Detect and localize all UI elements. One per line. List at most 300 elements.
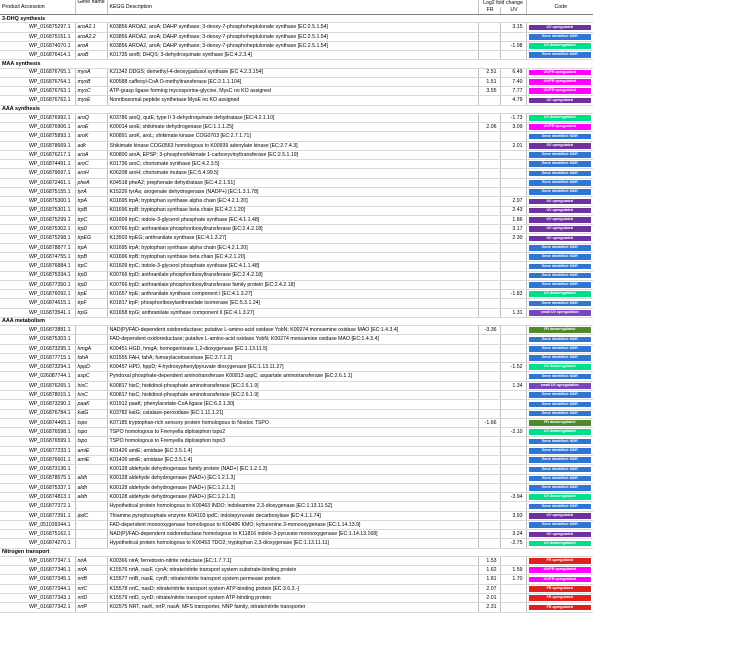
- uv-fold-change-cell: [500, 502, 526, 511]
- accession-cell: WP_016877233.1: [0, 446, 75, 455]
- fr-fold-change-cell: [478, 160, 500, 169]
- kegg-description-cell: K04518 pheA2; prephenate dehydratase [EC:4.2.1.51]: [107, 178, 478, 187]
- fr-fold-change-cell: [478, 372, 500, 381]
- code-badge: Gene identified: NDR: [529, 245, 592, 251]
- fr-fold-change-cell: [478, 539, 500, 548]
- code-badge: Gene identified: NDR: [529, 273, 592, 279]
- accession-cell: WP_016873290.1: [0, 400, 75, 409]
- kegg-description-cell: K01735 aroB; DHQS; 3-dehydroquinate synthase [EC:4.2.3.4]: [107, 51, 478, 60]
- uv-fold-change-cell: [500, 132, 526, 141]
- accession-cell: WP_016876217.1: [0, 150, 75, 159]
- kegg-description-cell: K15226 tyrAa; arogenate dehydrogenase (NADP+) [EC:1.3.1.78]: [107, 187, 478, 196]
- code-badge: FR downregulated: [529, 327, 592, 333]
- uv-fold-change-cell: [500, 271, 526, 280]
- fr-fold-change-cell: [478, 493, 500, 502]
- kegg-description-cell: K15579 nrtD, cynD; nitrate/nitrite transport system ATP-binding protein: [107, 593, 478, 602]
- kegg-description-cell: K01657 trpE; anthranilate synthase component I [EC:4.1.3.27]: [107, 290, 478, 299]
- gene-name-cell: aroC: [75, 160, 107, 169]
- table-row: [0, 215, 593, 224]
- code-badge: Gene identified: NDR: [529, 411, 592, 417]
- gene-name-cell: [75, 465, 107, 474]
- header-kegg: KEGG Description: [107, 0, 478, 15]
- accession-cell: WP_051039344.1: [0, 520, 75, 529]
- accession-cell: WP_016876884.1: [0, 262, 75, 271]
- fr-fold-change-cell: [478, 215, 500, 224]
- accession-cell: WP_016875299.1: [0, 215, 75, 224]
- kegg-description-cell: K03786 aroQ, qutE; type II 3-dehydroquinate dehydratase [EC:4.2.1.10]: [107, 113, 478, 122]
- gene-name-cell: trpEG: [75, 234, 107, 243]
- fr-fold-change-cell: [478, 437, 500, 446]
- kegg-description-cell: K21342 DDGS; demethyl-4-deoxygadusol synthase [EC 4.2.3.154]: [107, 68, 478, 77]
- gene-name-cell: mysE: [75, 96, 107, 105]
- kegg-description-cell: K00766 trpD; anthranilate phosphoribosyltransferase [EC:2.4.2.18]: [107, 225, 478, 234]
- gene-name-cell: aroK: [75, 132, 107, 141]
- code-badge: Gene identified: NDR: [529, 171, 592, 177]
- accession-cell: WP_016876265.1: [0, 381, 75, 390]
- fr-fold-change-cell: [478, 141, 500, 150]
- gene-name-cell: tspo: [75, 437, 107, 446]
- accession-cell: WP_016875151.1: [0, 32, 75, 41]
- uv-fold-change-cell: [500, 280, 526, 289]
- gene-name-cell: [75, 326, 107, 335]
- fr-fold-change-cell: [478, 96, 500, 105]
- accession-cell: WP_016875162.1: [0, 530, 75, 539]
- fr-fold-change-cell: [478, 308, 500, 317]
- uv-fold-change-cell: 7.40: [500, 77, 526, 86]
- uv-fold-change-cell: [500, 252, 526, 261]
- gene-name-cell: aspC: [75, 372, 107, 381]
- gene-name-cell: trpA: [75, 197, 107, 206]
- fr-fold-change-cell: 2.01: [478, 593, 500, 602]
- code-cell: [526, 87, 593, 96]
- fr-fold-change-cell: [478, 32, 500, 41]
- kegg-description-cell: K02575 NRT, narK, nrtP, nasA; MFS transporter, NNP family, nitrate/nitrite transporter: [107, 603, 478, 612]
- fr-fold-change-cell: [478, 132, 500, 141]
- code-badge: small UV upregulation: [529, 310, 592, 316]
- table-row: [0, 206, 593, 215]
- uv-fold-change-cell: [500, 178, 526, 187]
- code-badge: UV upregulated: [529, 143, 592, 149]
- fr-fold-change-cell: [478, 344, 500, 353]
- code-cell: [526, 280, 593, 289]
- code-cell: [526, 77, 593, 86]
- fr-fold-change-cell: 2.31: [478, 603, 500, 612]
- table-row: [0, 584, 593, 593]
- table-row: [0, 493, 593, 502]
- code-badge: UV downregulated: [529, 115, 592, 121]
- code-badge: Gene identified: NDR: [529, 485, 592, 491]
- accession-cell: WP_016874615.1: [0, 299, 75, 308]
- gene-name-cell: nirA: [75, 556, 107, 565]
- code-cell: [526, 372, 593, 381]
- uv-fold-change-cell: 4.79: [500, 96, 526, 105]
- code-badge: Gene identified: NDR: [529, 346, 592, 352]
- gene-name-cell: adk: [75, 141, 107, 150]
- code-cell: [526, 206, 593, 215]
- code-badge: UV upregulated: [529, 217, 592, 223]
- code-badge: Gene identified: NDR: [529, 439, 592, 445]
- kegg-description-cell: K00800 aroA; EPSP; 3-phosphoshikimate 1-carboxyvinyltransferase [EC:2.5.1.19]: [107, 150, 478, 159]
- table-row: [0, 51, 593, 60]
- code-cell: [526, 428, 593, 437]
- fr-fold-change-cell: [478, 197, 500, 206]
- table-row: [0, 271, 593, 280]
- gene-name-cell: trpG: [75, 308, 107, 317]
- table-row: [0, 400, 593, 409]
- table-row: [0, 299, 593, 308]
- kegg-description-cell: TSPO homologous to Fremyella diplosiphon tspo2: [107, 428, 478, 437]
- code-badge: FR upregulated: [529, 558, 592, 564]
- code-cell: [526, 243, 593, 252]
- table-row: [0, 593, 593, 602]
- code-cell: [526, 271, 593, 280]
- table-row: [0, 511, 593, 520]
- header-row: [0, 0, 593, 7]
- code-badge: Gene identified: NDR: [529, 374, 592, 380]
- gene-name-cell: tspo: [75, 418, 107, 427]
- uv-fold-change-cell: [500, 474, 526, 483]
- code-cell: [526, 197, 593, 206]
- kegg-description-cell: K00128 aldehyde dehydrogenase (NAD+) [EC:1.2.1.3]: [107, 474, 478, 483]
- code-badge: FR upregulated: [529, 605, 592, 611]
- fr-fold-change-cell: [478, 446, 500, 455]
- code-cell: [526, 96, 593, 105]
- gene-name-cell: aldh: [75, 493, 107, 502]
- kegg-description-cell: K01609 trpC; indole-3-glycerol phosphate synthase [EC:4.1.1.48]: [107, 215, 478, 224]
- kegg-description-cell: K00451 HGD, hmgA; homogentisate 1,2-dioxygenase [EC:1.13.11.5]: [107, 344, 478, 353]
- table-row: [0, 290, 593, 299]
- uv-fold-change-cell: 1.70: [500, 575, 526, 584]
- fr-fold-change-cell: [478, 150, 500, 159]
- gene-name-cell: ipdC: [75, 511, 107, 520]
- gene-name-cell: tyrA: [75, 187, 107, 196]
- table-row: [0, 141, 593, 150]
- code-badge: UV/FR upregulated: [529, 88, 592, 94]
- code-cell: [526, 123, 593, 132]
- table-row: [0, 123, 593, 132]
- code-badge: Gene identified: NDR: [529, 337, 592, 343]
- code-cell: [526, 502, 593, 511]
- code-cell: [526, 344, 593, 353]
- kegg-description-cell: K03856 AROA2, aroA; DAHP synthase; 3-deoxy-7-phosphoheptulonate synthase [EC:2.5.1.54]: [107, 32, 478, 41]
- code-cell: [526, 187, 593, 196]
- gene-name-cell: [75, 520, 107, 529]
- code-badge: UV/FR upregulated: [529, 79, 592, 85]
- table-row: [0, 32, 593, 41]
- code-cell: [526, 353, 593, 362]
- uv-fold-change-cell: [500, 187, 526, 196]
- table-row: [0, 68, 593, 77]
- fr-fold-change-cell: [478, 335, 500, 344]
- table-row: [0, 363, 593, 372]
- accession-cell: WP_016876092.1: [0, 290, 75, 299]
- table-row: [0, 280, 593, 289]
- gene-name-cell: [75, 530, 107, 539]
- code-badge: Gene identified: NDR: [529, 467, 592, 473]
- gene-name-cell: katG: [75, 409, 107, 418]
- code-badge: Gene identified: NDR: [529, 355, 592, 361]
- uv-fold-change-cell: [500, 299, 526, 308]
- uv-fold-change-cell: -1.73: [500, 113, 526, 122]
- gene-name-cell: mysC: [75, 87, 107, 96]
- header-log2: Log2 fold change: [478, 0, 526, 7]
- code-badge: UV upregulated: [529, 226, 592, 232]
- code-badge: Gene identified: NDR: [529, 457, 592, 463]
- section-header-row: [0, 60, 593, 68]
- accession-cell: WP_016877342.1: [0, 603, 75, 612]
- kegg-description-cell: K13503 trpEG; anthranilate synthase [EC:4.1.3.27]: [107, 234, 478, 243]
- code-badge: Gene identified: NDR: [529, 402, 592, 408]
- gene-name-cell: [75, 539, 107, 548]
- table-row: [0, 197, 593, 206]
- kegg-description-cell: K01658 trpG; anthranilate synthase component II [EC:4.1.3.27]: [107, 308, 478, 317]
- accession-cell: WP_016875298.1: [0, 234, 75, 243]
- kegg-description-cell: K00766 trpD; anthranilate phosphoribosyltransferase [EC:2.4.2.18]: [107, 271, 478, 280]
- table-row: [0, 41, 593, 50]
- uv-fold-change-cell: -1.98: [500, 41, 526, 50]
- accession-cell: WP_016878877.1: [0, 243, 75, 252]
- kegg-description-cell: TSPO homologous to Fremyella diplosiphon tspo3: [107, 437, 478, 446]
- code-badge: Gene identified: NDR: [529, 152, 592, 158]
- uv-fold-change-cell: [500, 603, 526, 612]
- gene-name-cell: trpC: [75, 262, 107, 271]
- accession-cell: WP_016877391.1: [0, 511, 75, 520]
- uv-fold-change-cell: 3.15: [500, 23, 526, 32]
- accession-cell: WP_016877715.1: [0, 353, 75, 362]
- fr-fold-change-cell: [478, 252, 500, 261]
- table-row: [0, 335, 593, 344]
- kegg-description-cell: K06208 aroH; chorismate mutase [EC:5.4.99.5]: [107, 169, 478, 178]
- gene-name-cell: aroB: [75, 51, 107, 60]
- gene-name-cell: nrtP: [75, 603, 107, 612]
- kegg-description-cell: FAD-dependent oxidoreductase; putative L-amino-acid oxidase YobN; K00274 monoamine oxidase MAO [EC:1.4.3.4]: [107, 335, 478, 344]
- accession-cell: WP_016876992.1: [0, 113, 75, 122]
- code-badge: UV downregulated: [529, 364, 592, 370]
- uv-fold-change-cell: -3.94: [500, 493, 526, 502]
- code-cell: [526, 390, 593, 399]
- header-fr: FR: [478, 7, 500, 15]
- accession-cell: WP_016876414.1: [0, 51, 75, 60]
- table-row: [0, 344, 593, 353]
- section-title: AAA metabolism: [0, 317, 593, 325]
- code-cell: [526, 160, 593, 169]
- gene-name-cell: trpD: [75, 225, 107, 234]
- accession-cell: WP_016874813.1: [0, 493, 75, 502]
- code-cell: [526, 381, 593, 390]
- fr-fold-change-cell: [478, 353, 500, 362]
- uv-fold-change-cell: [500, 593, 526, 602]
- fr-fold-change-cell: 1.53: [478, 556, 500, 565]
- code-cell: [526, 603, 593, 612]
- uv-fold-change-cell: 6.49: [500, 68, 526, 77]
- code-badge: UV upregulated: [529, 208, 592, 214]
- code-badge: UV downregulated: [529, 429, 592, 435]
- uv-fold-change-cell: 3.24: [500, 530, 526, 539]
- table-row: [0, 234, 593, 243]
- table-row: [0, 96, 593, 105]
- uv-fold-change-cell: 1.86: [500, 215, 526, 224]
- table-row: [0, 603, 593, 612]
- accession-cell: WP_016874070.1: [0, 41, 75, 50]
- kegg-description-cell: K07185 tryptophan-rich sensory protein homologous to Nostoc TSPO: [107, 418, 478, 427]
- code-cell: [526, 335, 593, 344]
- accession-cell: WP_016876762.1: [0, 96, 75, 105]
- gene-name-cell: aldh: [75, 474, 107, 483]
- uv-fold-change-cell: 2.97: [500, 197, 526, 206]
- code-cell: [526, 593, 593, 602]
- table-row: [0, 381, 593, 390]
- table-row: [0, 77, 593, 86]
- table-row: [0, 502, 593, 511]
- fr-fold-change-cell: [478, 530, 500, 539]
- fr-fold-change-cell: 1.51: [478, 77, 500, 86]
- accession-cell: WP_016875300.1: [0, 197, 75, 206]
- table-row: [0, 446, 593, 455]
- code-badge: UV upregulated: [529, 25, 592, 31]
- uv-fold-change-cell: [500, 465, 526, 474]
- fr-fold-change-cell: -3.36: [478, 326, 500, 335]
- kegg-description-cell: K03856 AROA2, aroA; DAHP synthase; 3-deoxy-7-phosphoheptulonate synthase [EC:2.5.1.54]: [107, 23, 478, 32]
- kegg-description-cell: K00128 aldehyde dehydrogenase family protein (NAD+) [EC:1.2.1.3]: [107, 465, 478, 474]
- accession-cell: WP_016878669.1: [0, 141, 75, 150]
- code-cell: [526, 437, 593, 446]
- fr-fold-change-cell: [478, 290, 500, 299]
- accession-cell: WP_016875303.1: [0, 335, 75, 344]
- accession-cell: WP_016875334.1: [0, 271, 75, 280]
- code-cell: [526, 465, 593, 474]
- fr-fold-change-cell: [478, 381, 500, 390]
- fr-fold-change-cell: [478, 113, 500, 122]
- table-row: [0, 520, 593, 529]
- gene-name-cell: trpD: [75, 280, 107, 289]
- uv-fold-change-cell: -1.52: [500, 363, 526, 372]
- code-badge: UV/FR upregulated: [529, 567, 592, 573]
- uv-fold-change-cell: 3.09: [500, 123, 526, 132]
- accession-cell: WP_016877345.1: [0, 575, 75, 584]
- kegg-description-cell: K01736 aroC; chorismate synthase [EC:4.2.3.5]: [107, 160, 478, 169]
- table-row: [0, 556, 593, 565]
- uv-fold-change-cell: [500, 344, 526, 353]
- code-cell: [526, 234, 593, 243]
- accession-cell: WP_016876764.1: [0, 77, 75, 86]
- code-badge: FR downregulated: [529, 420, 592, 426]
- uv-fold-change-cell: [500, 32, 526, 41]
- uv-fold-change-cell: [500, 483, 526, 492]
- code-cell: [526, 400, 593, 409]
- uv-fold-change-cell: [500, 556, 526, 565]
- accession-cell: WP_016873295.1: [0, 344, 75, 353]
- accession-cell: WP_016873881.1: [0, 326, 75, 335]
- header-accession: Product Accession: [0, 0, 75, 15]
- accession-cell: WP_016874491.1: [0, 160, 75, 169]
- accession-cell: WP_016872461.1: [0, 178, 75, 187]
- accession-cell: WP_016878575.1: [0, 474, 75, 483]
- kegg-description-cell: K01696 trpB; tryptophan synthase beta chain [EC:4.2.1.20]: [107, 206, 478, 215]
- fr-fold-change-cell: 1.81: [478, 575, 500, 584]
- kegg-description-cell: K01817 trpF; phosphoribosylanthranilate isomerase [EC:5.3.1.24]: [107, 299, 478, 308]
- table-row: [0, 437, 593, 446]
- code-cell: [526, 474, 593, 483]
- fr-fold-change-cell: 1.62: [478, 566, 500, 575]
- code-badge: Gene identified: NDR: [529, 448, 592, 454]
- accession-cell: WP_016877346.1: [0, 566, 75, 575]
- accession-cell: WP_016876765.1: [0, 68, 75, 77]
- code-cell: [526, 566, 593, 575]
- code-badge: UV downregulated: [529, 291, 592, 297]
- kegg-description-cell: ATP-grasp ligase forming mycosporine-glycine, MysC no KO assigned: [107, 87, 478, 96]
- code-cell: [526, 418, 593, 427]
- fr-fold-change-cell: [478, 299, 500, 308]
- kegg-description-cell: K00128 aldehyde dehydrogenase (NAD+) [EC:1.2.1.3]: [107, 493, 478, 502]
- uv-fold-change-cell: 2.43: [500, 206, 526, 215]
- accession-cell: WP_016873294.1: [0, 363, 75, 372]
- table-row: [0, 326, 593, 335]
- kegg-description-cell: K00588 caffeoyl-CoA O-methyltransferase [EC:2.1.1.104]: [107, 77, 478, 86]
- code-badge: Gene identified: NDR: [529, 180, 592, 186]
- table-row: [0, 465, 593, 474]
- table-row: [0, 409, 593, 418]
- fr-fold-change-cell: [478, 511, 500, 520]
- gene-name-cell: pheA: [75, 178, 107, 187]
- gene-name-cell: [75, 502, 107, 511]
- gene-name-cell: nrtD: [75, 593, 107, 602]
- uv-fold-change-cell: [500, 243, 526, 252]
- accession-cell: WP_016876601.1: [0, 455, 75, 464]
- uv-fold-change-cell: -2.75: [500, 539, 526, 548]
- code-badge: UV upregulated: [529, 98, 592, 104]
- fr-fold-change-cell: [478, 41, 500, 50]
- code-cell: [526, 290, 593, 299]
- accession-cell: WP_016877347.1: [0, 556, 75, 565]
- code-badge: UV upregulated: [529, 236, 592, 242]
- kegg-description-cell: Thiamine pyrophosphate enzyme K04103 ipdC; indolepyruvate decarboxylase [EC:4.1.1.74]: [107, 511, 478, 520]
- table-row: [0, 262, 593, 271]
- uv-fold-change-cell: [500, 51, 526, 60]
- code-badge: small UV upregulation: [529, 383, 592, 389]
- fr-fold-change-cell: [478, 178, 500, 187]
- accession-cell: WP_016873136.1: [0, 465, 75, 474]
- table-row: [0, 474, 593, 483]
- accession-cell: WP_016875297.1: [0, 23, 75, 32]
- kegg-description-cell: K01426 amiE; amidase [EC:3.5.1.4]: [107, 446, 478, 455]
- fr-fold-change-cell: [478, 271, 500, 280]
- gene-name-cell: aroE: [75, 123, 107, 132]
- accession-cell: WP_016875893.1: [0, 132, 75, 141]
- kegg-description-cell: K00014 aroE; shikimate dehydrogenase [EC:1.1.1.25]: [107, 123, 478, 132]
- accession-cell: WP_016875155.1: [0, 187, 75, 196]
- kegg-description-cell: K01696 trpB; tryptophan synthase beta chain [EC:4.2.1.20]: [107, 252, 478, 261]
- code-cell: [526, 556, 593, 565]
- code-cell: [526, 262, 593, 271]
- code-cell: [526, 150, 593, 159]
- gene-name-cell: trpF: [75, 299, 107, 308]
- code-cell: [526, 51, 593, 60]
- kegg-description-cell: K00128 aldehyde dehydrogenase (NAD+) [EC:1.2.1.3]: [107, 483, 478, 492]
- code-cell: [526, 169, 593, 178]
- code-cell: [526, 225, 593, 234]
- table-row: [0, 243, 593, 252]
- code-badge: Gene identified: NDR: [529, 52, 592, 58]
- accession-cell: WP_016877344.1: [0, 584, 75, 593]
- code-badge: Gene identified: NDR: [529, 522, 592, 528]
- fr-fold-change-cell: -1.66: [478, 418, 500, 427]
- uv-fold-change-cell: 2.30: [500, 234, 526, 243]
- kegg-description-cell: K15577 nrtB, nasE, cynB; nitrate/nitrite transport system permease protein: [107, 575, 478, 584]
- kegg-description-cell: K00366 nirA; ferredoxin-nitrite reductase [EC:1.7.7.1]: [107, 556, 478, 565]
- uv-fold-change-cell: [500, 520, 526, 529]
- fr-fold-change-cell: 2.06: [478, 123, 500, 132]
- uv-fold-change-cell: [500, 372, 526, 381]
